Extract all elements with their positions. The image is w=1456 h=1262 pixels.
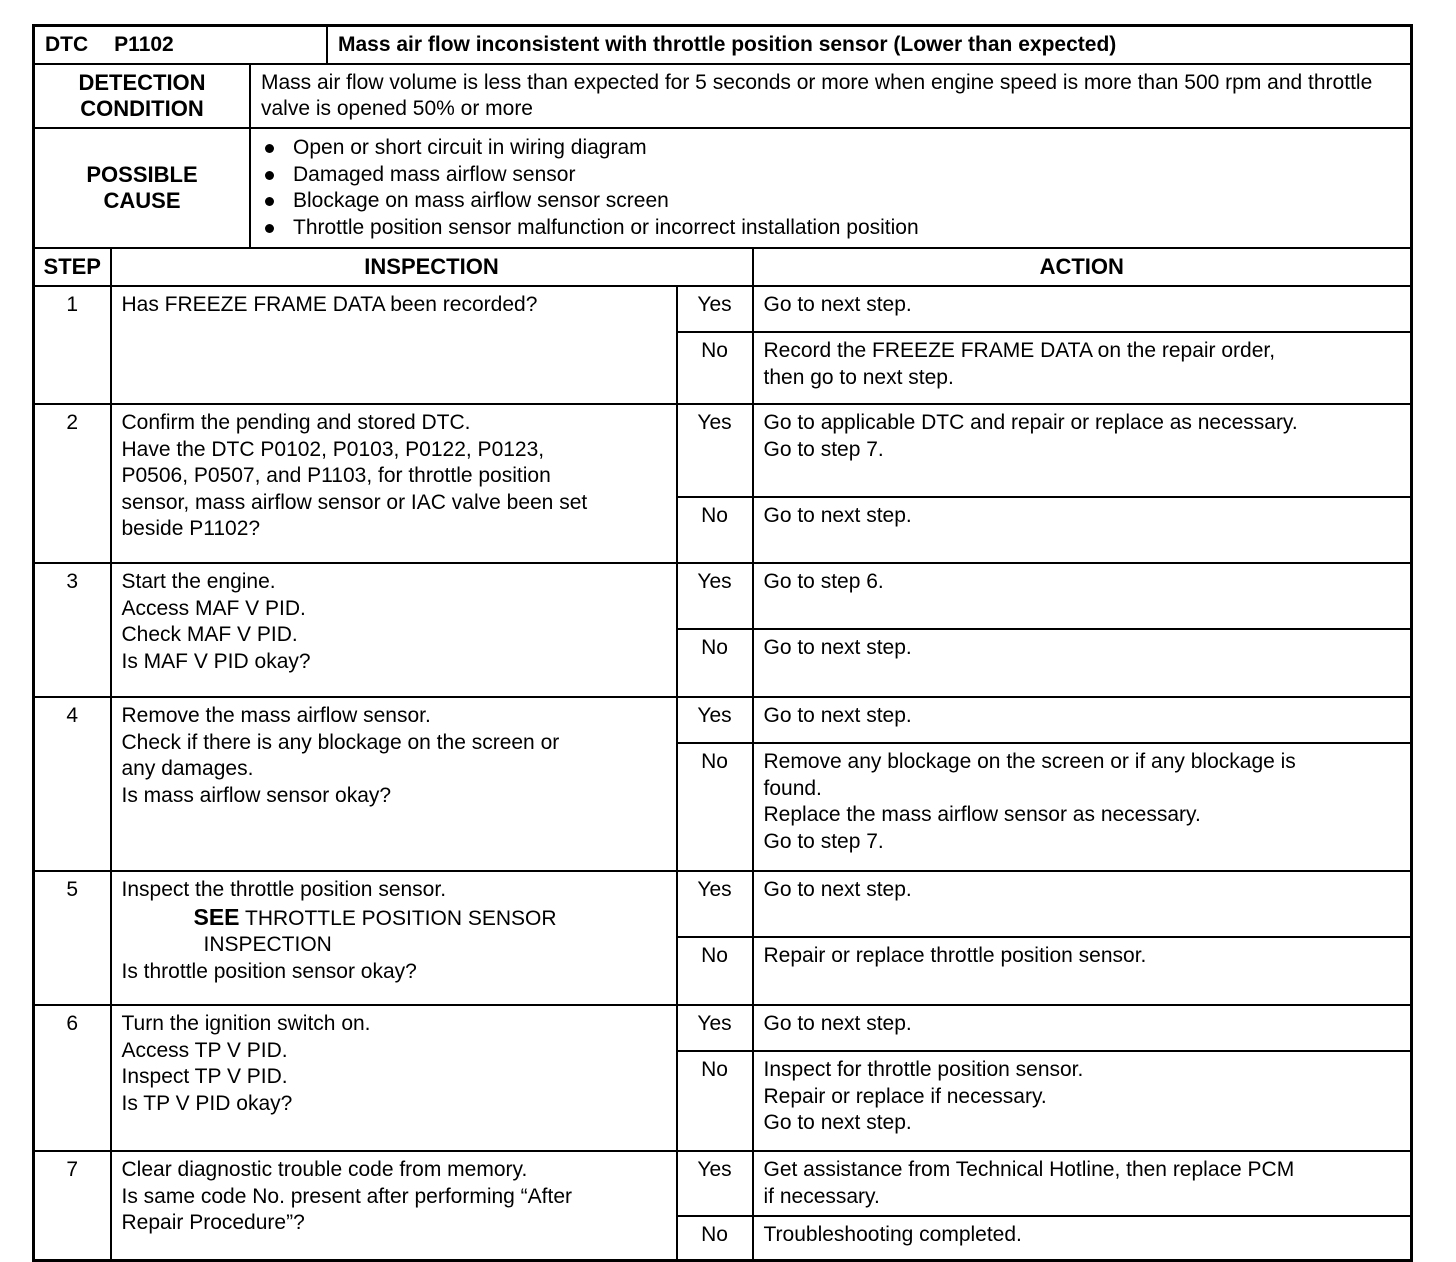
action-line: Go to step 6. bbox=[763, 570, 884, 593]
yes-action bbox=[753, 697, 1412, 743]
possible-cause-label-line1: POSSIBLE bbox=[86, 162, 198, 187]
yes-label: Yes bbox=[677, 404, 753, 497]
no-label: No bbox=[677, 937, 753, 1005]
inspection-cell bbox=[111, 563, 677, 697]
action-line: Inspect for throttle position sensor. bbox=[763, 1058, 1084, 1081]
yes-action bbox=[753, 404, 1412, 497]
inspection-column-header: INSPECTION bbox=[111, 248, 753, 286]
inspection-line: Check if there is any blockage on the screen or bbox=[121, 730, 560, 754]
yes-action bbox=[753, 1005, 1412, 1051]
action-line: Go to next step. bbox=[763, 1111, 912, 1134]
action-line: Remove any blockage on the screen or if any blockage is bbox=[763, 750, 1296, 773]
detection-label-line2: CONDITION bbox=[80, 96, 204, 121]
no-label: No bbox=[677, 497, 753, 563]
inspection-line: P0506, P0507, and P1103, for throttle position bbox=[121, 464, 551, 487]
action-line: Record the FREEZE FRAME DATA on the repair order, bbox=[763, 339, 1276, 362]
possible-cause-item: Damaged mass airflow sensor bbox=[263, 162, 1400, 189]
no-action bbox=[753, 1051, 1412, 1151]
no-action bbox=[753, 629, 1412, 697]
action-line: then go to next step. bbox=[763, 365, 954, 389]
inspection-line: sensor, mass airflow sensor or IAC valve been set bbox=[121, 490, 588, 514]
see-reference bbox=[122, 904, 666, 933]
yes-action bbox=[753, 286, 1412, 332]
possible-cause-item: Throttle position sensor malfunction or incorrect installation position bbox=[263, 215, 1400, 242]
inspection-line: Access TP V PID. bbox=[121, 1038, 288, 1062]
action-line: Troubleshooting completed. bbox=[763, 1223, 1022, 1246]
detection-label-line1: DETECTION bbox=[78, 70, 206, 95]
action-line: Go to step 7. bbox=[763, 829, 884, 853]
action-line: Go to step 7. bbox=[763, 437, 884, 461]
detection-text: Mass air flow volume is less than expected for 5 seconds or more when engine speed is more than 500 rpm and throttle valve is opened 50% or more bbox=[261, 71, 1373, 120]
no-label: No bbox=[677, 743, 753, 871]
step-row bbox=[34, 697, 1412, 743]
step-number: 1 bbox=[34, 286, 111, 404]
step-number: 6 bbox=[34, 1005, 111, 1151]
inspection-cell bbox=[111, 1151, 677, 1261]
action-line: Go to next step. bbox=[763, 504, 912, 527]
step-number: 2 bbox=[34, 404, 111, 563]
inspection-line: Has FREEZE FRAME DATA been recorded? bbox=[121, 293, 538, 316]
inspection-line: beside P1102? bbox=[121, 517, 261, 540]
no-action bbox=[753, 332, 1412, 404]
inspection-cell bbox=[111, 871, 677, 1005]
yes-action bbox=[753, 871, 1412, 937]
yes-label: Yes bbox=[677, 563, 753, 629]
step-row bbox=[34, 286, 1412, 332]
header-row bbox=[34, 26, 1412, 65]
action-line: Go to applicable DTC and repair or replace as necessary. bbox=[763, 411, 1298, 434]
inspection-cell bbox=[111, 286, 677, 404]
yes-label: Yes bbox=[677, 1005, 753, 1051]
no-action bbox=[753, 1216, 1412, 1261]
step-number: 5 bbox=[34, 871, 111, 1005]
action-line: Get assistance from Technical Hotline, then replace PCM bbox=[763, 1158, 1295, 1181]
action-line: Go to next step. bbox=[763, 293, 912, 316]
no-label: No bbox=[677, 629, 753, 697]
see-text-line2: INSPECTION bbox=[203, 933, 332, 956]
dtc-table bbox=[32, 24, 1413, 1262]
possible-cause-item: Open or short circuit in wiring diagram bbox=[263, 135, 1400, 162]
action-line: Repair or replace if necessary. bbox=[763, 1084, 1047, 1108]
inspection-line: Is mass airflow sensor okay? bbox=[121, 783, 392, 807]
yes-action bbox=[753, 563, 1412, 629]
yes-label: Yes bbox=[677, 871, 753, 937]
step-row bbox=[34, 404, 1412, 497]
action-line: found. bbox=[763, 776, 822, 800]
yes-label: Yes bbox=[677, 286, 753, 332]
action-line: Go to next step. bbox=[763, 704, 912, 727]
inspection-line: Is MAF V PID okay? bbox=[121, 649, 311, 673]
no-label: No bbox=[677, 332, 753, 404]
dtc-label: DTC bbox=[45, 33, 89, 56]
action-column-header: ACTION bbox=[753, 248, 1412, 286]
inspection-line: Start the engine. bbox=[121, 570, 276, 593]
detection-row bbox=[34, 64, 1412, 128]
step-number: 4 bbox=[34, 697, 111, 871]
no-action bbox=[753, 937, 1412, 1005]
step-row bbox=[34, 1005, 1412, 1051]
inspection-line: Have the DTC P0102, P0103, P0122, P0123, bbox=[121, 437, 545, 461]
inspection-line: Is throttle position sensor okay? bbox=[121, 959, 417, 983]
detection-label bbox=[35, 65, 250, 127]
diagnostic-sheet bbox=[32, 24, 1410, 1262]
inspection-line: any damages. bbox=[121, 757, 254, 780]
inspection-line: Check MAF V PID. bbox=[121, 623, 298, 646]
possible-cause-list bbox=[251, 129, 1410, 247]
step-row bbox=[34, 1151, 1412, 1216]
inspection-line: Clear diagnostic trouble code from memory. bbox=[121, 1158, 528, 1181]
possible-cause-label bbox=[35, 129, 250, 247]
action-line: Go to next step. bbox=[763, 878, 912, 901]
step-row bbox=[34, 563, 1412, 629]
possible-cause-row bbox=[34, 128, 1412, 248]
inspection-line: Inspect TP V PID. bbox=[121, 1065, 288, 1088]
step-row bbox=[34, 871, 1412, 937]
see-text: THROTTLE POSITION SENSOR bbox=[239, 906, 557, 930]
action-line: if necessary. bbox=[763, 1184, 880, 1208]
no-action bbox=[753, 497, 1412, 563]
inspection-line: Inspect the throttle position sensor. bbox=[121, 878, 447, 901]
inspection-line: Access MAF V PID. bbox=[121, 596, 306, 620]
action-line: Replace the mass airflow sensor as necessary. bbox=[763, 803, 1201, 826]
inspection-line: Is same code No. present after performing “After bbox=[121, 1184, 573, 1208]
yes-label: Yes bbox=[677, 1151, 753, 1216]
dtc-title: Mass air flow inconsistent with throttle position sensor (Lower than expected) bbox=[338, 33, 1117, 56]
yes-action bbox=[753, 1151, 1412, 1216]
no-action bbox=[753, 743, 1412, 871]
dtc-code: P1102 bbox=[114, 33, 174, 56]
inspection-cell bbox=[111, 1005, 677, 1151]
inspection-line: Repair Procedure”? bbox=[121, 1211, 305, 1234]
dtc-code-cell bbox=[35, 27, 327, 63]
inspection-cell bbox=[111, 404, 677, 563]
inspection-line: Confirm the pending and stored DTC. bbox=[121, 411, 471, 434]
possible-cause-item: Blockage on mass airflow sensor screen bbox=[263, 188, 1400, 215]
action-line: Repair or replace throttle position sensor. bbox=[763, 944, 1147, 967]
possible-cause-label-line2: CAUSE bbox=[103, 188, 181, 213]
inspection-line: Turn the ignition switch on. bbox=[121, 1012, 371, 1035]
inspection-line: Is TP V PID okay? bbox=[121, 1091, 293, 1115]
step-column-header: STEP bbox=[34, 248, 111, 286]
action-line: Go to next step. bbox=[763, 1012, 912, 1035]
column-header-row bbox=[34, 248, 1412, 286]
see-word: SEE bbox=[193, 903, 240, 930]
no-label: No bbox=[677, 1216, 753, 1261]
inspection-cell bbox=[111, 697, 677, 871]
step-number: 3 bbox=[34, 563, 111, 697]
yes-label: Yes bbox=[677, 697, 753, 743]
no-label: No bbox=[677, 1051, 753, 1151]
step-number: 7 bbox=[34, 1151, 111, 1261]
inspection-line: Remove the mass airflow sensor. bbox=[121, 704, 431, 727]
action-line: Go to next step. bbox=[763, 636, 912, 659]
